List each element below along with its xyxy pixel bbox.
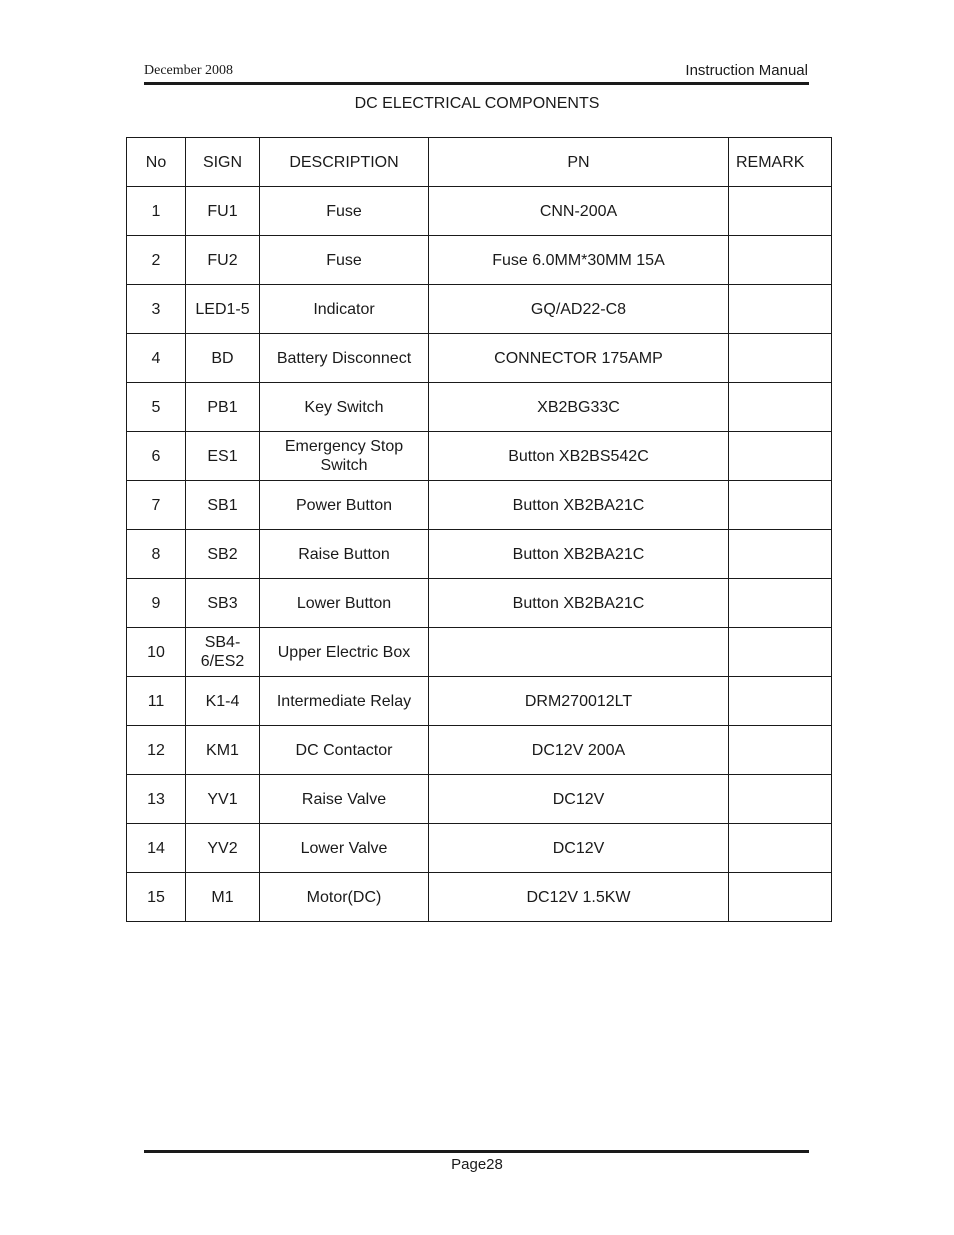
cell-description: Raise Button <box>260 530 429 579</box>
header-rule <box>144 82 809 85</box>
cell-pn: DC12V 200A <box>429 726 729 775</box>
cell-remark <box>729 285 832 334</box>
cell-description: Upper Electric Box <box>260 628 429 677</box>
cell-remark <box>729 383 832 432</box>
table-row <box>127 236 832 285</box>
cell-description: Lower Button <box>260 579 429 628</box>
cell-no: 12 <box>127 726 186 775</box>
cell-sign: SB2 <box>186 530 260 579</box>
cell-pn: DC12V <box>429 775 729 824</box>
cell-sign: SB1 <box>186 481 260 530</box>
cell-sign: M1 <box>186 873 260 922</box>
cell-sign: FU1 <box>186 187 260 236</box>
cell-no: 1 <box>127 187 186 236</box>
table-row <box>127 334 832 383</box>
header-title: Instruction Manual <box>685 62 808 79</box>
cell-no: 10 <box>127 628 186 677</box>
table-row <box>127 285 832 334</box>
table-row <box>127 383 832 432</box>
header-date: December 2008 <box>144 63 234 78</box>
column-header-no: No <box>127 138 186 187</box>
cell-description: Indicator <box>260 285 429 334</box>
cell-pn: XB2BG33C <box>429 383 729 432</box>
cell-pn: Button XB2BA21C <box>429 530 729 579</box>
cell-no: 15 <box>127 873 186 922</box>
cell-no: 13 <box>127 775 186 824</box>
column-header-sign: SIGN <box>186 138 260 187</box>
cell-remark <box>729 775 832 824</box>
cell-remark <box>729 236 832 285</box>
table-row <box>127 481 832 530</box>
cell-description: Raise Valve <box>260 775 429 824</box>
components-table <box>126 137 832 922</box>
cell-no: 5 <box>127 383 186 432</box>
table-row <box>127 677 832 726</box>
table-row <box>127 187 832 236</box>
table-row <box>127 873 832 922</box>
cell-remark <box>729 824 832 873</box>
cell-no: 6 <box>127 432 186 481</box>
footer-rule <box>144 1150 809 1153</box>
cell-description: Key Switch <box>260 383 429 432</box>
cell-remark <box>729 432 832 481</box>
cell-pn: Button XB2BS542C <box>429 432 729 481</box>
cell-no: 7 <box>127 481 186 530</box>
cell-no: 9 <box>127 579 186 628</box>
table-row <box>127 579 832 628</box>
cell-remark <box>729 579 832 628</box>
cell-sign: BD <box>186 334 260 383</box>
cell-description: Fuse <box>260 187 429 236</box>
cell-no: 8 <box>127 530 186 579</box>
cell-sign: LED1-5 <box>186 285 260 334</box>
cell-no: 11 <box>127 677 186 726</box>
cell-sign: YV1 <box>186 775 260 824</box>
cell-sign: PB1 <box>186 383 260 432</box>
cell-sign: K1-4 <box>186 677 260 726</box>
cell-no: 4 <box>127 334 186 383</box>
column-header-pn: PN <box>429 138 729 187</box>
cell-no: 2 <box>127 236 186 285</box>
column-header-remark: REMARK <box>729 138 832 187</box>
cell-description: Fuse <box>260 236 429 285</box>
table-header-row <box>127 138 832 187</box>
cell-remark <box>729 726 832 775</box>
cell-pn: GQ/AD22-C8 <box>429 285 729 334</box>
cell-description: Intermediate Relay <box>260 677 429 726</box>
page-number: Page28 <box>451 1156 503 1173</box>
cell-remark <box>729 677 832 726</box>
cell-sign: FU2 <box>186 236 260 285</box>
table-row <box>127 432 832 481</box>
table-row <box>127 530 832 579</box>
cell-description: Motor(DC) <box>260 873 429 922</box>
cell-sign: SB4-6/ES2 <box>186 628 260 677</box>
table-row <box>127 824 832 873</box>
cell-no: 14 <box>127 824 186 873</box>
column-header-description: DESCRIPTION <box>260 138 429 187</box>
cell-description: Battery Disconnect <box>260 334 429 383</box>
cell-pn: DC12V <box>429 824 729 873</box>
cell-pn <box>429 628 729 677</box>
cell-description: Lower Valve <box>260 824 429 873</box>
cell-description: DC Contactor <box>260 726 429 775</box>
cell-pn: Button XB2BA21C <box>429 481 729 530</box>
cell-sign: KM1 <box>186 726 260 775</box>
table-row <box>127 628 832 677</box>
cell-remark <box>729 530 832 579</box>
cell-remark <box>729 873 832 922</box>
cell-pn: CONNECTOR 175AMP <box>429 334 729 383</box>
cell-pn: CNN-200A <box>429 187 729 236</box>
cell-pn: Button XB2BA21C <box>429 579 729 628</box>
cell-description: Power Button <box>260 481 429 530</box>
table-row <box>127 775 832 824</box>
table-body <box>127 187 832 922</box>
table-row <box>127 726 832 775</box>
cell-pn: Fuse 6.0MM*30MM 15A <box>429 236 729 285</box>
cell-sign: ES1 <box>186 432 260 481</box>
cell-remark <box>729 628 832 677</box>
cell-description: Emergency Stop Switch <box>260 432 429 481</box>
cell-remark <box>729 481 832 530</box>
cell-pn: DC12V 1.5KW <box>429 873 729 922</box>
document-title: DC ELECTRICAL COMPONENTS <box>354 95 600 112</box>
cell-sign: YV2 <box>186 824 260 873</box>
cell-sign: SB3 <box>186 579 260 628</box>
cell-no: 3 <box>127 285 186 334</box>
cell-pn: DRM270012LT <box>429 677 729 726</box>
cell-remark <box>729 334 832 383</box>
cell-remark <box>729 187 832 236</box>
